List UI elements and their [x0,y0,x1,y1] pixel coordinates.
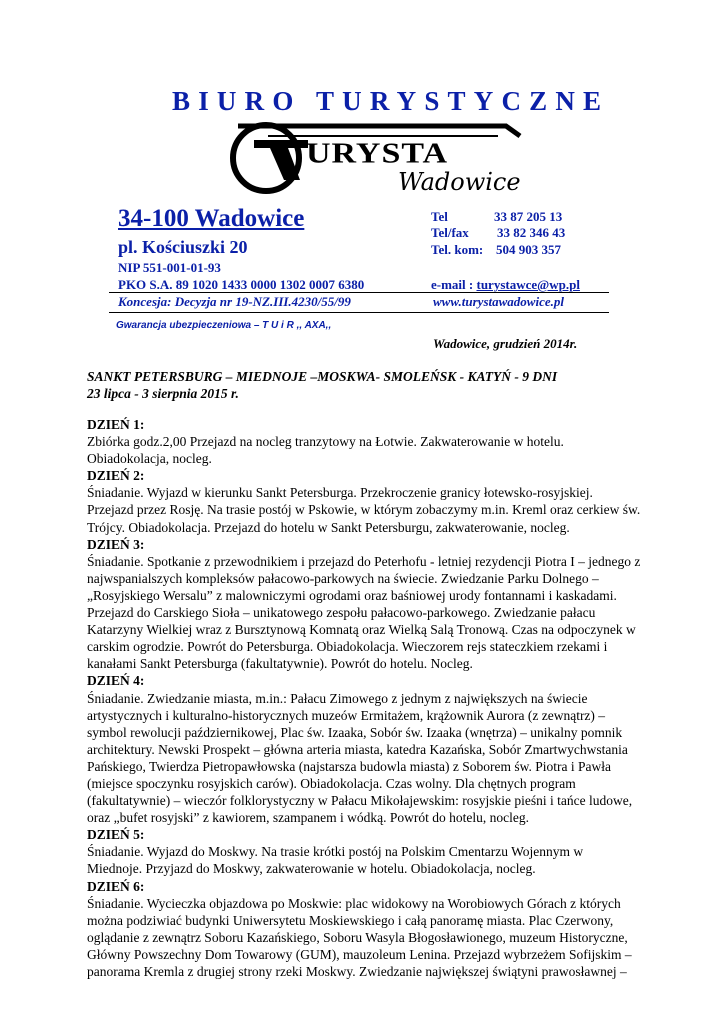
header-divider-2 [109,312,609,313]
day-title: DZIEŃ 4: [87,673,145,689]
fax-value: 33 82 346 43 [497,225,566,240]
tel-value: 33 87 205 13 [494,209,563,224]
day-text: Śniadanie. Wyjazd do Moskwy. Na trasie krótki postój na Polskim Cmentarzu Wojennym w Miednoje. Przyjazd do Moskwy, zakwaterowanie w hotelu. Obiadokolacja, nocleg. [87,844,584,877]
day-text: Śniadanie. Zwiedzanie miasta, m.in.: Pałacu Zimowego z jednym z największych na świecie artystycznych i kulturalno-historycznych muzeów Ermitażem, krążownik Aurora (z zewnątrz) – symbol rewolucji październikowej, Plac św. Izaaka, Sobór św. Izaaka (wnętrza) – unikalny pomnik architektury. Newski Prospekt – główna arteria miasta, katedra Kazańska, Sobór Zmartwychwstania Pańskiego, Twierdza Pietropawłowska (najstarsza budowla miasta) z Soborem św. Piotra i Pawła (miejsce spoczynku rosyjskich carów). Obiadokolacja. Czas wolny. Dla chętnych program (fakultatywnie) – wieczór folklorystyczny w Pałacu Mikołajewskim: rosyjskie pieśni i tańce ludowe, oraz „bufet rosyjski” z kawiorem, szampanem i wódką. Powrót do hotelu, nocleg. [87,690,633,826]
email-link[interactable]: turystawce@wp.pl [476,277,580,292]
postcode-city: 34-100 Wadowice [118,205,305,232]
mobile-value: 504 903 357 [496,242,561,257]
fax-label: Tel/fax [431,225,469,240]
day-section [87,416,647,467]
insurance-text: Gwarancja ubezpieczeniowa – T U i R ,, AXA,, [116,320,332,331]
day-section [87,536,647,673]
day-section [87,878,647,981]
logo-text: URYSTA [306,138,449,170]
license-text: Koncesja: Decyzja nr 19-NZ.III.4230/55/99 [118,294,351,309]
day-title: DZIEŃ 2: [87,468,145,484]
day-title: DZIEŃ 1: [87,417,145,432]
day-section [87,467,647,535]
email-line [431,277,580,293]
day-section [87,826,647,877]
agency-name: BIURO TURYSTYCZNE [172,86,610,116]
mobile-label: Tel. kom: [431,242,484,257]
day-text: Śniadanie. Wyjazd w kierunku Sankt Petersburga. Przekroczenie granicy łotewsko-rosyjskiej. Przejazd przez Rosję. Na trasie postój w Pskowie, w którym zobaczymy m.in. Kreml oraz cerkiew św. Trójcy. Obiadokolacja. Przejazd do hotelu w Sankt Petersburgu, zakwaterowanie, nocleg. [87,485,641,535]
header-divider [109,292,609,293]
day-section [87,672,647,826]
day-title: DZIEŃ 5: [87,827,145,843]
day-text: Śniadanie. Wycieczka objazdowa po Moskwie: plac widokowy na Worobiowych Górach z których można podziwiać budynki Uniwersytetu Moskiewskiego i całą panoramę miasta. Plac Czerwony, oglądanie z zewnątrz Soboru Kazańskiego, Soboru Wasyla Błogosławionego, muzeum Historyczne, Główny Powszechny Dom Towarowy (GUM), mauzoleum Lenina. Przejazd wybrzeżem Sofijskim – panorama Kremla z drugiej strony rzeki Moskwy. Zwiedzanie największej świątyni prawosławnej – [87,895,632,979]
day-title: DZIEŃ 3: [87,536,145,552]
website-link[interactable]: www.turystawadowice.pl [433,294,564,309]
itinerary [87,416,647,980]
trip-dates: 23 lipca - 3 sierpnia 2015 r. [87,386,239,401]
trip-title: SANKT PETERSBURG – MIEDNOJE –MOSKWA- SMOLEŃSK - KATYŃ - 9 DNI [87,369,558,384]
email-label: e-mail : [431,277,474,292]
dateline: Wadowice, grudzień 2014r. [433,336,578,351]
day-title: DZIEŃ 6: [87,878,145,894]
day-text: Śniadanie. Spotkanie z przewodnikiem i przejazd do Peterhofu - letniej rezydencji Piotra I – jednego z najwspanialszych kompleksów pałacowo-parkowych na świecie. Zwiedzanie Parku Dolnego – „Rosyjskiego Wersalu” z malowniczymi ogrodami oraz baśniowej urody fontannami i kaskadami. Przejazd do Carskiego Sioła – unikatowego zespołu pałacowo-parkowego. Zwiedzanie pałacu Katarzyny Wielkiej wraz z Bursztynową Komnatą oraz Wielką Salą Tronową. Czas na odpoczynek w carskim ogrodzie. Powrót do Petersburga. Obiadokolacja. Wieczorem rejs stateczkiem rzekami i kanałami Sankt Petersburga (fakultatywnie). Powrót do hotelu. Nocleg. [87,553,641,672]
turysta-logo [228,118,528,205]
day-text: Zbiórka godz.2,00 Przejazd na nocleg tranzytowy na Łotwie. Zakwaterowanie w hotelu. Obiadokolacja, nocleg. [87,434,564,467]
bank-account: PKO S.A. 89 1020 1433 0000 1302 0007 6380 [118,277,365,292]
street-address: pl. Kościuszki 20 [118,237,248,257]
nip-number: NIP 551-001-01-93 [118,260,221,275]
tel-label: Tel [431,209,448,224]
logo-script: Wadowice [398,168,521,196]
trip-heading [87,368,557,402]
